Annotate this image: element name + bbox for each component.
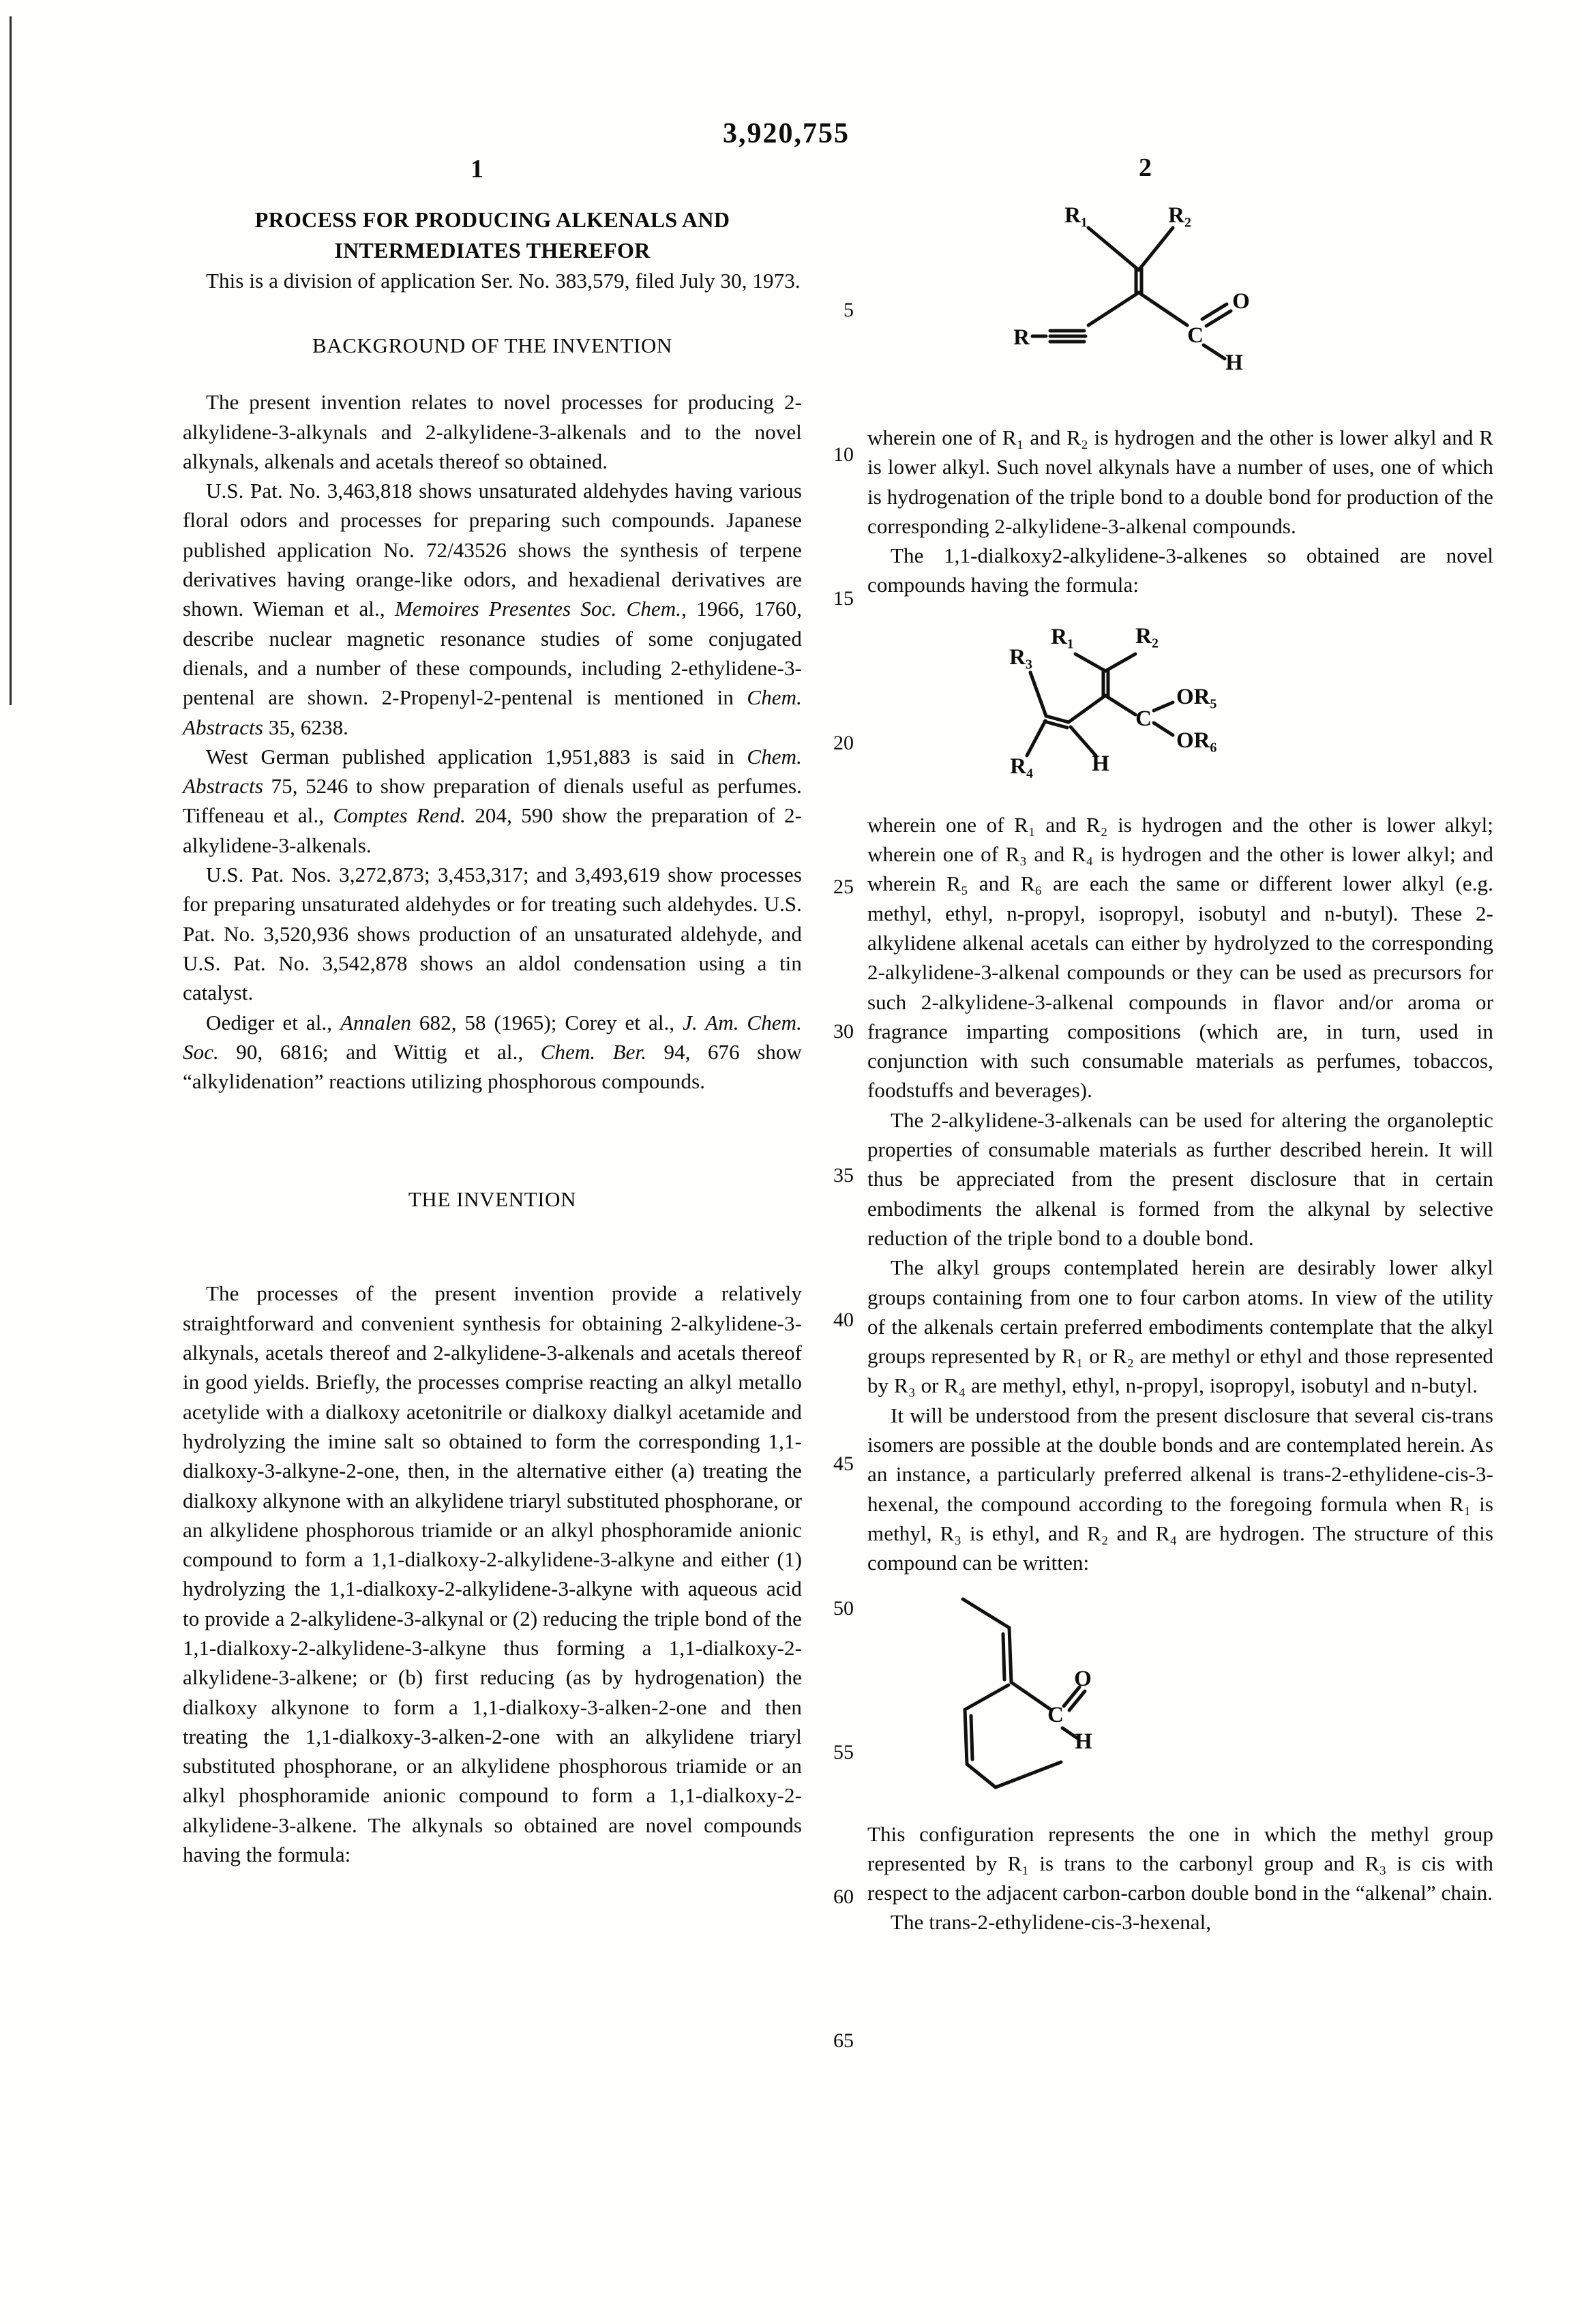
- line-number: 50: [833, 1597, 854, 1620]
- scan-artifact-line: [10, 16, 12, 705]
- formula2-label-r4: R₄: [1010, 754, 1033, 779]
- paragraph: It will be understood from the present disclosure that several cis-trans isomers are possible at the double bonds and are contemplated herein. As an instance, a particularly preferred alkenal is trans-2-ethylidene-cis-3-hexenal, the compound according to the foregoing formula when R₁ is methyl, R₃ is ethyl, and R₂ and R₄ are hydrogen. The structure of this compound can be written:: [867, 1403, 1493, 1575]
- paragraph: wherein one of R₁ and R₂ is hydrogen and the other is lower alkyl and R is lower alkyl. Such novel alkynals have a number of uses, one of which is hydrogenation of the triple bond to a double bond for production of the corresponding 2-alkylidene-3-alkenal compounds.: [867, 426, 1493, 538]
- formula3-label-h: H: [1075, 1729, 1092, 1754]
- formula3-label-o: O: [1074, 1666, 1092, 1691]
- paragraph: The processes of the present invention provide a relatively straightforward and convenient synthesis for obtaining 2-alkylidene-3-alkynals, acetals thereof and 2-alkylidene-3-alkenals and acetals thereof in good yields. Briefly, the processes comprise reacting an alkyl metallo acetylide with a dialkoxy acetonitrile or dialkoxy dialkyl acetamide and hydrolyzing the imine salt so obtained to form the corresponding 1,1-dialkoxy-3-alkyne-2-one, then, in the alternative either (a) treating the dialkoxy alkynone with an alkylidene triaryl substituted phosphorane, or an alkylidene phosphorous triamide or an alkyl phosphoramide anionic compound to form a 1,1-dialkoxy-2-alkylidene-3-alkyne and either (1) hydrolyzing the 1,1-dialkoxy-2-alkylidene-3-alkyne with aqueous acid to provide a 2-alkylidene-3-alkynal or (2) reducing the triple bond of the 1,1-dialkoxy-2-alkylidene-3-alkyne thus forming a 1,1-dialkoxy-2-alkylidene-3-alkene; or (b) first reducing (as by hydrogenation) the dialkoxy alkynone to form a 1,1-dialkoxy-3-alken-2-one and then treating the 1,1-dialkoxy-3-alken-2-one with an alkylidene triaryl substituted phosphorane, or an alkylidene phosphorous triamide or an alkyl phosphoramide anionic compound to form a 1,1-dialkoxy-2-alkylidene-3-alkene. The alkynals so obtained are novel compounds having the formula:: [183, 1281, 802, 1867]
- division-note-paragraph: This is a division of application Ser. No. 383,579, filed July 30, 1973.: [206, 269, 801, 293]
- formula1-label-h: H: [1225, 351, 1243, 375]
- bond-lines: [1027, 654, 1173, 756]
- right-column: [867, 179, 1493, 1937]
- formula2-label-or6: OR₆: [1176, 728, 1217, 753]
- paragraph: The trans-2-ethylidene-cis-3-hexenal,: [891, 1910, 1212, 1935]
- formula1-label-r: R: [1013, 325, 1030, 350]
- formula2-label-h: H: [1092, 751, 1109, 776]
- line-number: 25: [833, 876, 854, 898]
- formula2-label-r2: R₂: [1135, 623, 1159, 649]
- formula-1-alkynal-structure: [994, 187, 1322, 398]
- line-number: 55: [833, 1741, 854, 1763]
- formula1-label-o: O: [1232, 289, 1250, 314]
- line-number: 20: [833, 732, 854, 754]
- paragraph: The 2-alkylidene-3-alkenals can be used for altering the organoleptic properties of consumable materials as further described herein. It will thus be appreciated from the present disclosure that in certain embodiments the alkenal is formed from the alkynal by selective reduction of the triple bond to a double bond.: [867, 1107, 1493, 1250]
- line-number: 65: [833, 2029, 854, 2052]
- formula2-label-or5: OR₅: [1176, 684, 1217, 709]
- line-number: 15: [833, 587, 854, 610]
- line-number: 5: [844, 299, 854, 321]
- column-number-right: 2: [1139, 153, 1152, 182]
- bond-lines: [963, 1599, 1085, 1787]
- line-number: 35: [833, 1164, 854, 1187]
- section-heading-invention: THE INVENTION: [408, 1187, 577, 1212]
- line-number: 10: [833, 443, 854, 466]
- patent-title-line2: INTERMEDIATES THEREFOR: [334, 238, 651, 263]
- patent-title: [183, 205, 802, 266]
- left-column: [183, 205, 802, 1869]
- formula3-label-c: C: [1047, 1702, 1064, 1727]
- formula-2-acetal-structure: [1004, 615, 1229, 779]
- line-number: 60: [833, 1886, 854, 1908]
- patent-number: 3,920,755: [723, 118, 850, 149]
- paragraph: U.S. Pat. Nos. 3,272,873; 3,453,317; and 3,493,619 show processes for preparing unsaturated aldehydes or for treating such aldehydes. U.S. Pat. No. 3,520,936 shows production of an unsaturated aldehyde, and U.S. Pat. No. 3,542,878 shows an aldol condensation using a tin catalyst.: [183, 863, 802, 1005]
- column-number-left: 1: [471, 155, 483, 183]
- paragraph: The present invention relates to novel processes for producing 2-alkylidene-3-alkynals and 2-alkylidene-3-alkenals and to the novel alkynals, alkenals and acetals thereof so obtained.: [183, 390, 802, 473]
- section-heading-background: BACKGROUND OF THE INVENTION: [312, 333, 672, 358]
- paragraph: West German published application 1,951,883 is said in Chem. Abstracts 75, 5246 to show preparation of dienals useful as perfumes. Tiffeneau et al., Comptes Rend. 204, 590 show the preparation of 2-alkylidene-3-alkenals.: [183, 744, 802, 857]
- line-number: 45: [833, 1452, 854, 1475]
- paragraph: The 1,1-dialkoxy2-alkylidene-3-alkenes so obtained are novel compounds having the formula:: [867, 543, 1493, 597]
- formula1-label-r2: R₂: [1168, 203, 1191, 228]
- patent-title-line1: PROCESS FOR PRODUCING ALKENALS AND: [254, 207, 730, 232]
- formula-3-hexenal-structure: [948, 1589, 1098, 1800]
- paragraph: This configuration represents the one in which the methyl group represented by R₁ is trans to the carbonyl group and R₃ is cis with respect to the adjacent carbon-carbon double bond in the “alkenal” chain.: [867, 1821, 1493, 1905]
- paragraph: Oediger et al., Annalen 682, 58 (1965); Corey et al., J. Am. Chem. Soc. 90, 6816; and Wittig et al., Chem. Ber. 94, 676 show “alkylidenation” reactions utilizing phosphorous compounds.: [183, 1010, 802, 1094]
- formula1-label-r1: R₁: [1064, 203, 1088, 228]
- paragraph: wherein one of R₁ and R₂ is hydrogen and the other is lower alkyl; wherein one of R₃ and R₄ is hydrogen and the other is lower alkyl; and wherein R₅ and R₆ are each the same or different lower alkyl (e.g. methyl, ethyl, n-propyl, isopropyl, isobutyl and n-butyl). These 2-alkylidene alkenal acetals can either by hydrolyzed to the corresponding 2-alkylidene-3-alkenal compounds or they can be used as precursors for such 2-alkylidene-3-alkenal compounds in flavor and/or aroma or fragrance imparting compositions (which are, in turn, used in conjunction with such consumable materials as perfumes, tobaccos, foodstuffs and beverages).: [867, 812, 1493, 1103]
- formula2-label-r1: R₁: [1051, 624, 1074, 649]
- formula2-label-r3: R₃: [1009, 644, 1032, 670]
- paragraph: U.S. Pat. No. 3,463,818 shows unsaturated aldehydes having various floral odors and processes for preparing such compounds. Japanese published application No. 72/43526 shows the synthesis of terpene derivatives having orange-like odors, and hexadienal derivatives are shown. Wieman et al., Memoires Presentes Soc. Chem., 1966, 1760, describe nuclear magnetic resonance studies of some conjugated dienals, and a number of these compounds, including 2-ethylidene-3-pentenal are shown. 2-Propenyl-2-pentenal is mentioned in Chem. Abstracts 35, 6238.: [183, 479, 802, 739]
- formula1-label-c: C: [1187, 323, 1204, 348]
- line-number: 40: [833, 1309, 854, 1331]
- formula2-label-c: C: [1135, 706, 1152, 731]
- line-number: 30: [833, 1020, 854, 1043]
- paragraph: The alkyl groups contemplated herein are desirably lower alkyl groups containing from one to four carbon atoms. In view of the utility of the alkenals certain preferred embodiments contemplate that the alkyl groups represented by R₁ or R₂ are methyl or ethyl and those represented by R₃ or R₄ are methyl, ethyl, n-propyl, isopropyl, isobutyl and n-butyl.: [867, 1255, 1493, 1398]
